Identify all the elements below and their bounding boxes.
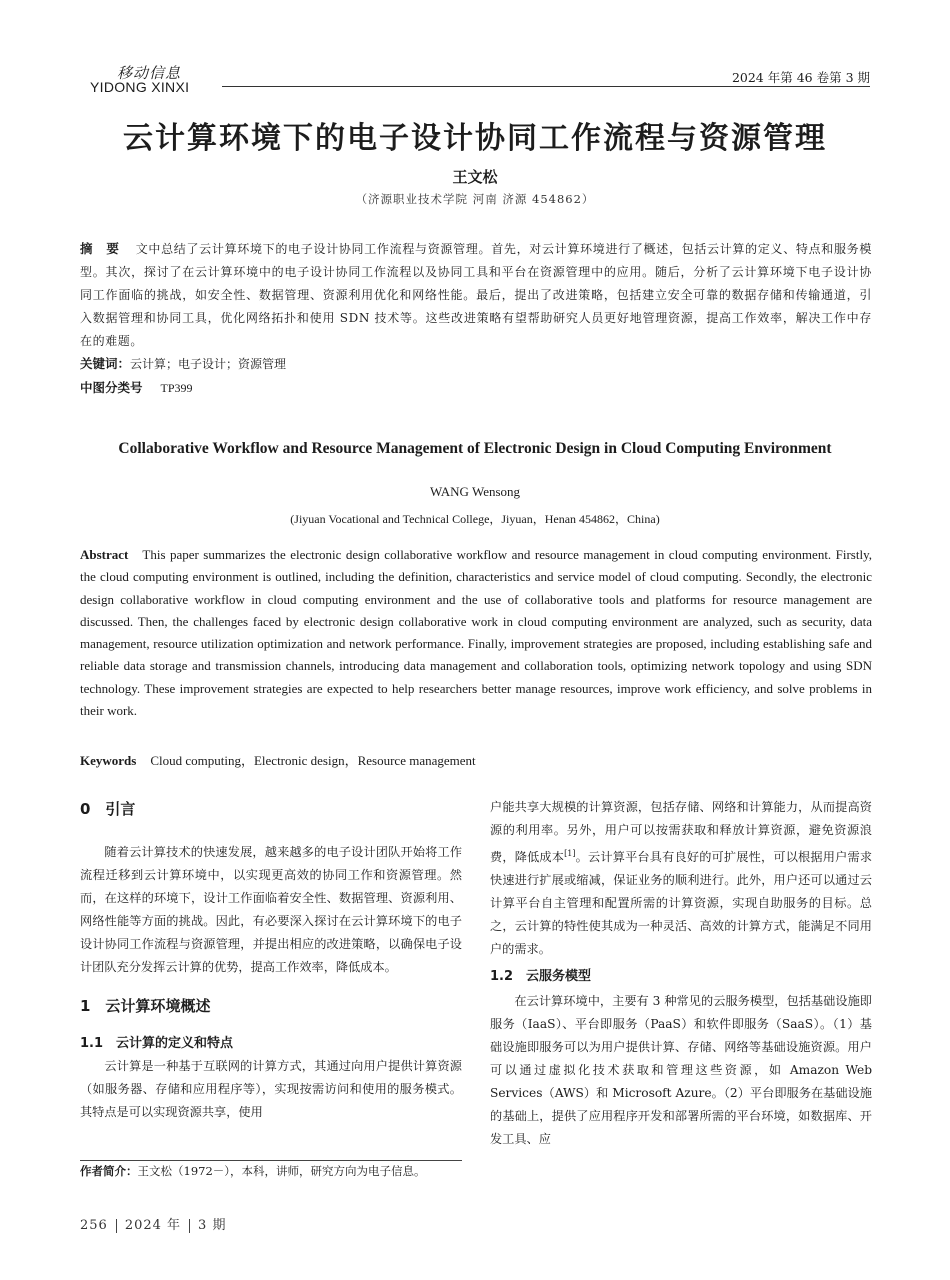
citation-1: [1] — [564, 849, 576, 858]
author-affiliation-en: (Jiyuan Vocational and Technical College，Jiyuan，Henan 454862，China) — [290, 512, 660, 526]
author-name-en: WANG Wensong — [429, 484, 521, 499]
footer-separator — [189, 1219, 190, 1233]
abstract-cn-text: 文中总结了云计算环境下的电子设计协同工作流程与资源管理。首先，对云计算环境进行了概述，包括云计算的定义、特点和服务模型。其次，探讨了在云计算环境中的电子设计协同工作流程以及协同工具和平台在资源管理中的应用。随后，分析了云计算环境下电子设计协同工作面临的挑战，如安全性、数据管理、资源利用优化和网络性能。最后，提出了改进策略，包括建立安全可靠的数据存储和传输通道，引入数据管理和协同工具，优化网络拓扑和使用 SDN 技术等。这些改进策略有望帮助研究人员更好地管理资源，提高工作效率，解决工作中存在的难题。 — [80, 242, 872, 348]
keywords-cn — [80, 355, 872, 373]
keywords-cn-label: 关键词： — [80, 356, 131, 371]
section-0-paragraph: 随着云计算技术的快速发展，越来越多的电子设计团队开始将工作流程迁移到云计算环境中，以实现更高效的协同工作和资源管理。然而，在这样的环境下，设计工作面临着安全性、数据管理、资源利用、网络性能等方面的挑战。因此，有必要深入探讨在云计算环境下的电子设计协同工作流程与资源管理，并提出相应的改进策略，以确保电子设计团队充分发挥云计算的优势，提高工作效率，降低成本。 — [80, 845, 462, 974]
section-1-2-paragraph: 在云计算环境中，主要有 3 种常见的云服务模型，包括基础设施即服务（IaaS）、平台即服务（PaaS）和软件即服务（SaaS）。（1）基础设施即服务可以为用户提供计算、存储、网络等基础设施资源。用户可以通过虚拟化技术获取和管理这些资源，如 Amazon Web Services（AWS）和 Microsoft Azure。（2）平台即服务在基础设施的基础上，提供了应用程序开发和部署所需的平台环境，如数据库、开发工具、应 — [490, 994, 872, 1147]
left-column — [80, 798, 462, 1124]
issue-info: 2024 年第 46 卷第 3 期 — [731, 70, 870, 85]
keywords-cn-text: 云计算；电子设计；资源管理 — [130, 357, 287, 371]
footer-issue: 3 期 — [198, 1218, 227, 1233]
abstract-en — [80, 544, 872, 722]
header-rule — [222, 86, 870, 87]
section-1-1-continued — [490, 796, 872, 961]
page-footer — [80, 1214, 226, 1233]
author-footnote — [80, 1163, 462, 1179]
keywords-en-label: Keywords — [80, 753, 137, 768]
keywords-en — [80, 752, 872, 770]
page-number: 256 — [80, 1218, 108, 1233]
abstract-cn — [80, 237, 872, 353]
footnote-rule — [80, 1160, 462, 1161]
clc-number — [80, 379, 872, 397]
clc-label: 中图分类号 — [80, 380, 143, 395]
section-1-1-paragraph: 云计算是一种基于互联网的计算方式，其通过向用户提供计算资源（如服务器、存储和应用程序等），实现按需访问和使用的服务模式。其特点是可以实现资源共享，使用 — [80, 1059, 462, 1119]
author-name: 王文松 — [452, 168, 498, 186]
journal-name-cn: 移动信息 — [117, 64, 182, 82]
footnote-text: 王文松（1972－），本科，讲师，研究方向为电子信息。 — [137, 1164, 426, 1178]
abstract-en-label: Abstract — [80, 547, 129, 562]
clc-value: TP399 — [160, 381, 193, 395]
footer-year: 2024 年 — [124, 1218, 182, 1233]
journal-name-en: YIDONG XINXI — [90, 79, 190, 95]
author-affiliation: （济源职业技术学院 河南 济源 454862） — [355, 192, 595, 206]
section-1-2-heading: 1.2 云服务模型 — [490, 969, 592, 985]
footnote-label: 作者简介： — [80, 1164, 138, 1178]
section-0-heading: 0 引言 — [80, 800, 136, 818]
abstract-en-text: This paper summarizes the electronic design collaborative workflow and resource management in cloud computing environment. Firstly, the cloud computing environment is outlined, including the definition, characteristics and service model of cloud computing. Secondly, the electronic design collaborative workflow in cloud computing environment and the use of collaborative tools and platforms for resource management are discussed. Then, the challenges faced by electronic design collaborative work in cloud computing environment are analyzed, such as security, data management, resource utilization optimization and network performance. Finally, improvement strategies are proposed, including establishing safe and reliable data storage and transmission channels, introducing data management and collaboration tools, optimizing network topology and using SDN technology. These improvement strategies are expected to help researchers better manage resources, improve work efficiency, and solve problems in their work. — [80, 547, 872, 719]
paper-title: 云计算环境下的电子设计协同工作流程与资源管理 — [123, 121, 827, 156]
section-1-heading: 1 云计算环境概述 — [80, 997, 211, 1015]
right-column — [490, 796, 872, 1151]
section-1-1-continued-a: 户能共享大规模的计算资源，包括存储、网络和计算能力，从而提高资源的利用率。另外，用户可以按需获取和释放计算资源，避免资源浪费，降低成本 — [490, 800, 872, 865]
abstract-cn-label: 摘 要 — [80, 241, 120, 256]
paper-title-en: Collaborative Workflow and Resource Management of Electronic Design in Cloud Computing Environment — [118, 440, 832, 457]
keywords-en-text: Cloud computing，Electronic design，Resource management — [150, 753, 476, 768]
footer-separator — [116, 1219, 117, 1233]
section-1-1-heading: 1.1 云计算的定义和特点 — [80, 1036, 234, 1051]
section-1-1-continued-b: 。云计算平台具有良好的可扩展性，可以根据用户需求快速进行扩展或缩减，保证业务的顺利进行。此外，用户还可以通过云计算平台自主管理和配置所需的计算资源，实现自助服务的目标。总之，云计算的特性使其成为一种灵活、高效的计算方式，能满足不同用户的需求。 — [490, 850, 873, 957]
